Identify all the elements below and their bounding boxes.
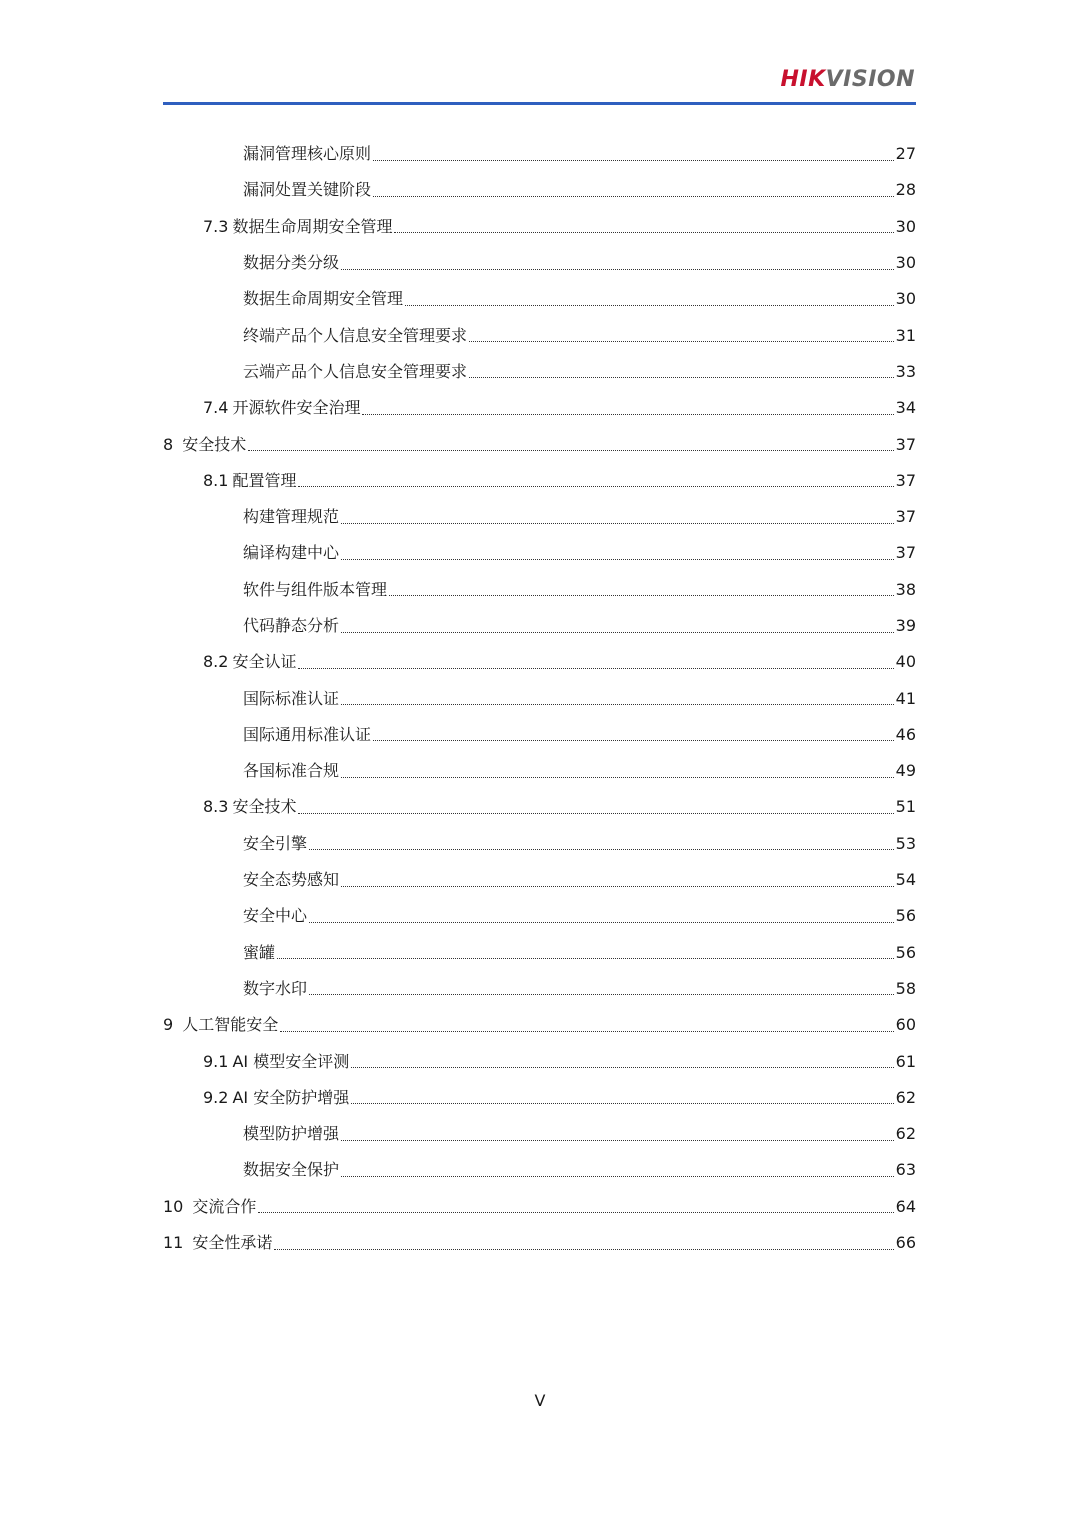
toc-entry-title: 代码静态分析 [243, 616, 340, 635]
toc-entry-page: 53 [895, 833, 916, 853]
toc-entry-page: 34 [895, 398, 916, 418]
toc-entry-page: 62 [895, 1124, 916, 1144]
toc-entry-page: 28 [895, 180, 916, 200]
toc-entry[interactable] [163, 789, 916, 825]
toc-entry[interactable] [163, 753, 916, 789]
toc-entry[interactable] [163, 862, 916, 898]
toc-entry-number: 9 [163, 1015, 174, 1035]
header-divider [163, 102, 916, 105]
toc-entry[interactable] [163, 354, 916, 390]
toc-entry-title: 配置管理 [232, 470, 297, 490]
toc-dot-leader [341, 1176, 894, 1177]
toc-entry[interactable] [163, 608, 916, 644]
toc-entry-page: 37 [895, 470, 916, 490]
toc-dot-leader [341, 523, 894, 524]
toc-entry-title: 数据安全保护 [243, 1160, 340, 1180]
toc-entry-number: 8.2 [203, 652, 229, 672]
toc-entry-page: 51 [895, 797, 916, 817]
toc-entry[interactable] [163, 971, 916, 1007]
toc-entry-number: 9.1 [203, 1051, 229, 1071]
toc-entry-title: 数据分类分级 [243, 253, 340, 273]
toc-dot-leader [298, 813, 893, 814]
toc-entry-number: 11 [163, 1233, 184, 1253]
toc-dot-leader [373, 196, 894, 197]
toc-entry-page: 46 [895, 724, 916, 744]
toc-dot-leader [298, 668, 893, 669]
toc-entry-title: 漏洞处置关键阶段 [243, 180, 372, 200]
toc-entry-title: 数据生命周期安全管理 [243, 289, 404, 309]
toc-entry-page: 37 [895, 543, 916, 563]
toc-entry-number: 8.1 [203, 470, 229, 490]
toc-entry-page: 31 [895, 325, 916, 345]
toc-entry-title: 国际通用标准认证 [243, 724, 372, 744]
toc-entry-page: 41 [895, 688, 916, 708]
toc-entry[interactable] [163, 136, 916, 172]
toc-entry-title: 安全技术 [232, 797, 297, 817]
toc-dot-leader [362, 414, 893, 415]
toc-entry-page: 39 [895, 616, 916, 635]
toc-dot-leader [341, 1140, 894, 1141]
toc-dot-leader [309, 922, 894, 923]
toc-entry[interactable] [163, 390, 916, 426]
toc-entry-page: 66 [895, 1233, 916, 1253]
toc-entry[interactable] [163, 535, 916, 571]
toc-entry-number: 10 [163, 1196, 184, 1216]
toc-entry-title: 安全性承诺 [192, 1233, 273, 1253]
toc-dot-leader [258, 1212, 893, 1213]
toc-entry[interactable] [163, 1007, 916, 1043]
hikvision-logo [780, 64, 915, 96]
toc-entry-page: 56 [895, 942, 916, 962]
toc-dot-leader [351, 1067, 893, 1068]
toc-entry[interactable] [163, 1043, 916, 1079]
toc-entry-page: 56 [895, 906, 916, 926]
toc-entry[interactable] [163, 572, 916, 608]
toc-entry-page: 49 [895, 761, 916, 781]
toc-entry[interactable] [163, 172, 916, 208]
toc-entry-page: 37 [895, 434, 916, 454]
toc-entry[interactable] [163, 209, 916, 245]
toc-entry-title: AI 安全防护增强 [232, 1087, 350, 1107]
toc-entry-title: 编译构建中心 [243, 543, 340, 563]
toc-dot-leader [394, 232, 893, 233]
toc-entry[interactable] [163, 826, 916, 862]
page-number: V [534, 1391, 546, 1410]
toc-entry-page: 61 [895, 1051, 916, 1071]
toc-dot-leader [277, 958, 894, 959]
toc-dot-leader [351, 1103, 893, 1104]
toc-entry-number: 9.2 [203, 1087, 229, 1107]
toc-entry-page: 60 [895, 1015, 916, 1035]
toc-entry-title: 数字水印 [243, 978, 308, 998]
toc-entry-title: 人工智能安全 [182, 1015, 279, 1035]
toc-entry-title: 蜜罐 [243, 942, 276, 962]
toc-entry[interactable] [163, 1225, 916, 1261]
toc-dot-leader [248, 450, 893, 451]
table-of-contents [163, 136, 916, 1261]
toc-entry-title: AI 模型安全评测 [232, 1051, 350, 1071]
toc-entry-title: 安全态势感知 [243, 870, 340, 890]
toc-entry[interactable] [163, 717, 916, 753]
toc-entry-page: 30 [895, 253, 916, 273]
toc-entry-page: 64 [895, 1196, 916, 1216]
toc-entry-title: 构建管理规范 [243, 507, 340, 527]
toc-entry-page: 33 [895, 361, 916, 381]
toc-entry-title: 开源软件安全治理 [232, 398, 361, 418]
toc-entry[interactable] [163, 281, 916, 317]
logo-vision-text: VISION [825, 67, 915, 92]
toc-entry-title: 交流合作 [192, 1196, 257, 1216]
toc-entry[interactable] [163, 935, 916, 971]
toc-entry-page: 38 [895, 579, 916, 599]
toc-entry-page: 30 [895, 216, 916, 236]
toc-entry[interactable] [163, 644, 916, 680]
toc-entry-number: 8.3 [203, 797, 229, 817]
toc-entry[interactable] [163, 426, 916, 462]
toc-entry-page: 40 [895, 652, 916, 672]
toc-entry-title: 安全中心 [243, 906, 308, 926]
toc-entry-page: 27 [895, 144, 916, 164]
toc-dot-leader [405, 305, 894, 306]
toc-dot-leader [389, 595, 894, 596]
toc-entry-title: 云端产品个人信息安全管理要求 [243, 361, 468, 381]
toc-dot-leader [280, 1031, 893, 1032]
toc-entry-title: 数据生命周期安全管理 [232, 216, 393, 236]
toc-entry[interactable] [163, 1116, 916, 1152]
toc-entry-title: 软件与组件版本管理 [243, 579, 388, 599]
toc-entry[interactable] [163, 463, 916, 499]
logo-hik-text: HIK [780, 67, 826, 92]
toc-entry-number: 7.4 [203, 398, 229, 418]
toc-dot-leader [373, 740, 894, 741]
toc-entry[interactable] [163, 898, 916, 934]
toc-entry-number: 8 [163, 434, 174, 454]
toc-entry-page: 63 [895, 1160, 916, 1180]
toc-entry[interactable] [163, 499, 916, 535]
toc-dot-leader [341, 559, 894, 560]
toc-dot-leader [341, 704, 894, 705]
toc-dot-leader [309, 849, 894, 850]
toc-entry-title: 国际标准认证 [243, 688, 340, 708]
toc-entry-page: 58 [895, 978, 916, 998]
toc-dot-leader [309, 994, 894, 995]
toc-dot-leader [298, 486, 893, 487]
toc-entry-title: 漏洞管理核心原则 [243, 144, 372, 164]
toc-entry[interactable] [163, 680, 916, 716]
toc-entry-title: 模型防护增强 [243, 1124, 340, 1144]
toc-dot-leader [341, 886, 894, 887]
toc-entry-page: 30 [895, 289, 916, 309]
toc-entry-number: 7.3 [203, 216, 229, 236]
toc-entry[interactable] [163, 1152, 916, 1188]
toc-entry-page: 37 [895, 507, 916, 527]
toc-entry-title: 安全引擎 [243, 833, 308, 853]
toc-dot-leader [469, 341, 894, 342]
toc-entry-title: 终端产品个人信息安全管理要求 [243, 325, 468, 345]
toc-entry[interactable] [163, 245, 916, 281]
toc-entry-page: 62 [895, 1087, 916, 1107]
toc-entry[interactable] [163, 317, 916, 353]
toc-entry-title: 各国标准合规 [243, 761, 340, 781]
toc-entry-title: 安全技术 [182, 434, 247, 454]
toc-entry-page: 54 [895, 870, 916, 890]
toc-dot-leader [341, 632, 894, 633]
toc-dot-leader [341, 777, 894, 778]
toc-entry[interactable] [163, 1189, 916, 1225]
toc-dot-leader [274, 1249, 893, 1250]
toc-dot-leader [373, 160, 894, 161]
toc-entry[interactable] [163, 1080, 916, 1116]
toc-entry-title: 安全认证 [232, 652, 297, 672]
toc-dot-leader [469, 377, 894, 378]
toc-dot-leader [341, 269, 894, 270]
